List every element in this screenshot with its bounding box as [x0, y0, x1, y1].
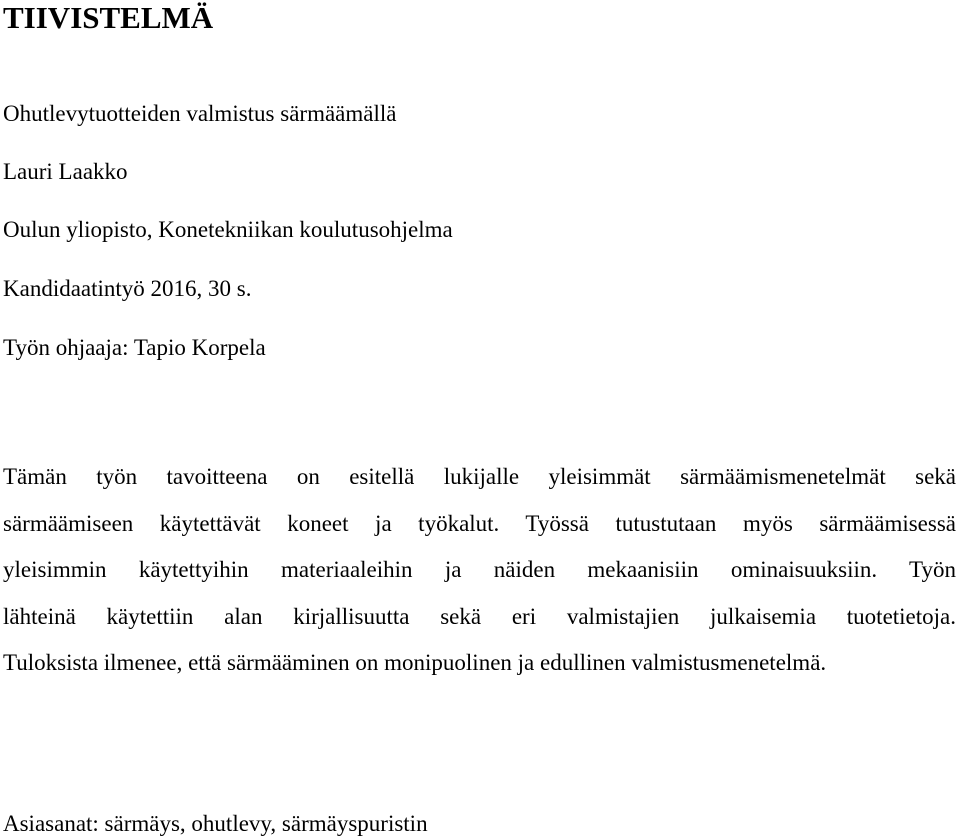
- thesis-title: Ohutlevytuotteiden valmistus särmäämällä: [3, 101, 397, 126]
- abstract-line: lähteinä käytettiin alan kirjallisuutta sekä eri valmistajien julkaisemia tuotetietoja.: [3, 604, 956, 629]
- abstract-line: yleisimmin käytettyihin materiaaleihin ja näiden mekaanisiin ominaisuuksiin. Työn: [3, 557, 956, 582]
- abstract-line: särmäämiseen käytettävät koneet ja työkalut. Työssä tutustutaan myös särmäämisessä: [3, 511, 956, 536]
- abstract-line: Tuloksista ilmenee, että särmääminen on monipuolinen ja edullinen valmistusmenetelmä.: [3, 650, 827, 675]
- page-heading: TIIVISTELMÄ: [3, 0, 214, 35]
- supervisor: Työn ohjaaja: Tapio Korpela: [3, 335, 266, 360]
- author-name: Lauri Laakko: [3, 159, 128, 184]
- keywords: Asiasanat: särmäys, ohutlevy, särmäyspuristin: [3, 811, 428, 836]
- abstract-line: Tämän työn tavoitteena on esitellä lukijalle yleisimmät särmäämismenetelmät sekä: [3, 464, 956, 489]
- thesis-info: Kandidaatintyö 2016, 30 s.: [3, 276, 252, 301]
- university-program: Oulun yliopisto, Konetekniikan koulutusohjelma: [3, 217, 453, 242]
